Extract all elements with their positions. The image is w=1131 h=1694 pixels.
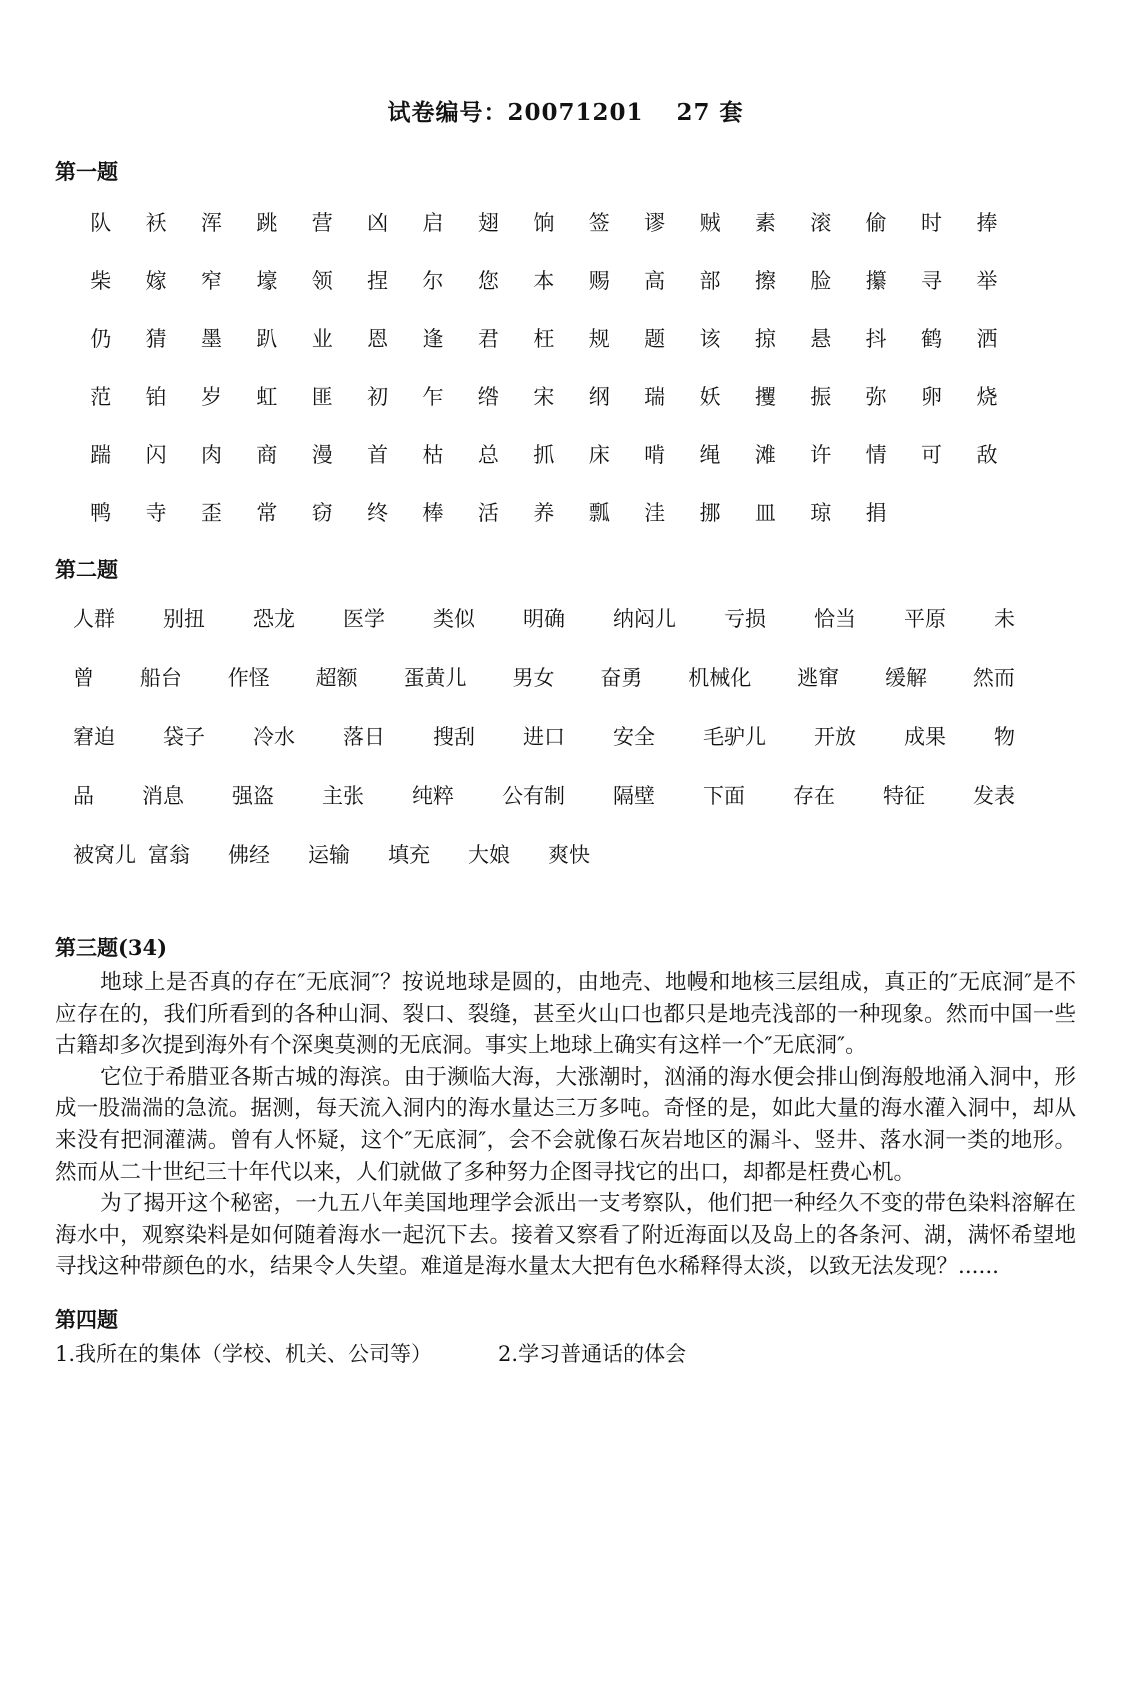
syllable-item: 窄: [200, 269, 222, 293]
syllable-item: 该: [699, 327, 721, 351]
section4-heading: 第四题: [55, 1306, 118, 1332]
syllable-item: 启: [422, 211, 444, 235]
syllable-item: 可: [921, 443, 943, 467]
syllable-item: 初: [367, 385, 389, 409]
section1-heading: 第一题: [55, 159, 118, 184]
word-row: [73, 841, 1015, 869]
reading-passage: [55, 967, 1076, 1283]
word-item: 男女: [512, 666, 555, 690]
syllable-item: 窃: [311, 501, 333, 525]
syllable-item: 寺: [145, 501, 167, 525]
section-reading-passage: [55, 935, 1076, 1283]
word-item: 医学: [343, 607, 385, 631]
word-item: 下面: [703, 784, 745, 808]
word-item: 未: [994, 607, 1015, 631]
section-talk-topics: [55, 1307, 1076, 1369]
syllable-item: 时: [921, 211, 943, 235]
word-item: 别扭: [163, 607, 205, 631]
syllable-item: 振: [810, 385, 832, 409]
syllable-item: 脸: [810, 269, 832, 293]
syllable-item: 君: [477, 327, 499, 351]
syllable-item: 终: [367, 501, 389, 525]
word-item: 开放: [814, 725, 856, 749]
syllable-item: 总: [477, 443, 499, 467]
syllable-item: 洼: [644, 501, 666, 525]
word-item: 物: [994, 725, 1015, 749]
syllable-item: 贼: [699, 211, 721, 235]
syllable-item: 袄: [145, 211, 167, 235]
syllable-item: 跳: [256, 211, 278, 235]
syllable-item: 敌: [976, 443, 998, 467]
word-item: 平原: [904, 607, 946, 631]
syllable-row: [73, 325, 1015, 353]
syllable-char-grid: [73, 209, 1015, 527]
syllable-row: [73, 499, 1015, 527]
word-item: 作怪: [227, 666, 270, 690]
syllable-item: 烧: [976, 385, 998, 409]
syllable-item: 趴: [256, 327, 278, 351]
syllable-item: 歪: [200, 501, 222, 525]
syllable-item: 虹: [256, 385, 278, 409]
syllable-item: 皿: [754, 501, 776, 525]
word-item: 发表: [973, 784, 1015, 808]
syllable-item: 举: [976, 269, 998, 293]
word-item: 逃窜: [797, 666, 840, 690]
syllable-item: 抖: [865, 327, 887, 351]
syllable-item: 弥: [865, 385, 887, 409]
word-item: 主张: [322, 784, 364, 808]
word-item: 毛驴儿: [703, 725, 766, 749]
word-item: 纳闷儿: [613, 607, 676, 631]
syllable-item: 闪: [145, 443, 167, 467]
syllable-item: 您: [477, 269, 499, 293]
topic-item-1: 1.我所在的集体（学校、机关、公司等）: [55, 1341, 433, 1366]
syllable-item: 仍: [90, 327, 112, 351]
syllable-row: [73, 383, 1015, 411]
syllable-item: 绺: [477, 385, 499, 409]
syllable-item: 恩: [367, 327, 389, 351]
syllable-item: 棒: [422, 501, 444, 525]
syllable-item: 队: [90, 211, 112, 235]
syllable-item: 乍: [422, 385, 444, 409]
syllable-item: 柴: [90, 269, 112, 293]
syllable-item: 铂: [145, 385, 167, 409]
syllable-item: 掠: [754, 327, 776, 351]
word-item: 机械化: [688, 666, 752, 690]
syllable-item: 寻: [921, 269, 943, 293]
word-item: 佛经: [228, 843, 270, 867]
word-item: 进口: [523, 725, 565, 749]
word-item: 亏损: [724, 607, 766, 631]
word-item: 恐龙: [253, 607, 295, 631]
syllable-item: 挪: [699, 501, 721, 525]
syllable-item: 范: [90, 385, 112, 409]
word-item: 窘迫: [73, 725, 115, 749]
passage-paragraph: 为了揭开这个秘密，一九五八年美国地理学会派出一支考察队，他们把一种经久不变的带色染料溶解在海水中，观察染料是如何随着海水一起沉下去。接着又察看了附近海面以及岛上的各条河、湖，满怀希望地寻找这种带颜色的水，结果令人失望。难道是海水量太大把有色水稀释得太淡，以致无法发现？......: [55, 1191, 1076, 1280]
word-item: 运输: [308, 843, 350, 867]
word-item: 类似: [433, 607, 475, 631]
syllable-item: 签: [588, 211, 610, 235]
word-item: 然而: [972, 666, 1015, 690]
syllable-item: 啃: [644, 443, 666, 467]
syllable-item: 瓢: [588, 501, 610, 525]
syllable-item: 擦: [754, 269, 776, 293]
word-item: 落日: [343, 725, 385, 749]
syllable-item: 捐: [865, 501, 887, 525]
syllable-item: 肉: [200, 443, 222, 467]
topic-list: [55, 1339, 1076, 1369]
syllable-item: 捧: [976, 211, 998, 235]
syllable-item: 鹤: [921, 327, 943, 351]
syllable-item: 高: [644, 269, 666, 293]
syllable-item: 领: [311, 269, 333, 293]
syllable-item: 常: [256, 501, 278, 525]
syllable-item: 卵: [921, 385, 943, 409]
syllable-item: 偷: [865, 211, 887, 235]
syllable-item: 本: [533, 269, 555, 293]
syllable-row: [73, 267, 1015, 295]
syllable-item: 匪: [311, 385, 333, 409]
syllable-item: 部: [699, 269, 721, 293]
word-item: 爽快: [548, 843, 590, 867]
word-item: 特征: [883, 784, 925, 808]
word-row: [73, 605, 1015, 633]
syllable-item: 鸭: [90, 501, 112, 525]
syllable-item: 枯: [422, 443, 444, 467]
syllable-item: 滚: [810, 211, 832, 235]
syllable-item: 抓: [533, 443, 555, 467]
syllable-item: 饷: [533, 211, 555, 235]
word-item: 缓解: [885, 666, 928, 690]
syllable-item: 规: [588, 327, 610, 351]
word-item: 存在: [793, 784, 835, 808]
section2-heading: 第二题: [55, 557, 118, 582]
syllable-item: 妖: [699, 385, 721, 409]
syllable-item: 许: [810, 443, 832, 467]
word-item: 纯粹: [412, 784, 454, 808]
syllable-item: 悬: [810, 327, 832, 351]
word-item: 填充: [388, 843, 430, 867]
word-item: 冷水: [253, 725, 295, 749]
exam-paper-page: [0, 94, 1131, 1369]
word-item: 明确: [523, 607, 565, 631]
syllable-item: 壕: [256, 269, 278, 293]
word-item: 被窝儿: [73, 843, 136, 867]
syllable-item: 猜: [145, 327, 167, 351]
syllable-item: 攫: [754, 385, 776, 409]
word-grid: [73, 605, 1015, 869]
syllable-item: 翅: [477, 211, 499, 235]
word-item: 公有制: [502, 784, 565, 808]
syllable-item: 嫁: [145, 269, 167, 293]
syllable-row: [73, 441, 1015, 469]
syllable-item: 逢: [422, 327, 444, 351]
word-item: 恰当: [814, 607, 856, 631]
syllable-item: 墨: [200, 327, 222, 351]
word-row: [73, 723, 1015, 751]
syllable-item: 瑞: [644, 385, 666, 409]
syllable-item: 素: [754, 211, 776, 235]
word-item: 曾: [73, 666, 94, 690]
syllable-item: 赐: [588, 269, 610, 293]
word-item: 袋子: [163, 725, 205, 749]
syllable-item: 题: [644, 327, 666, 351]
syllable-item: 岁: [200, 385, 222, 409]
word-item: 消息: [142, 784, 184, 808]
word-row: [73, 782, 1015, 810]
word-item: 人群: [73, 607, 115, 631]
syllable-item: 漫: [311, 443, 333, 467]
syllable-item: 绳: [699, 443, 721, 467]
section3-heading: 第三题(34): [55, 935, 168, 960]
word-item: 隔壁: [613, 784, 655, 808]
syllable-item: 活: [477, 501, 499, 525]
syllable-item: 枉: [533, 327, 555, 351]
word-item: 品: [73, 784, 94, 808]
topic-item-2: 2.学习普通话的体会: [498, 1341, 687, 1366]
word-item: 船台: [139, 666, 182, 690]
syllable-item: 纲: [588, 385, 610, 409]
syllable-item: 攥: [865, 269, 887, 293]
syllable-item: 谬: [644, 211, 666, 235]
word-row: [73, 664, 1015, 692]
word-item: 大娘: [468, 843, 510, 867]
syllable-item: 捏: [367, 269, 389, 293]
syllable-item: 踹: [90, 443, 112, 467]
syllable-item: 洒: [976, 327, 998, 351]
syllable-item: 浑: [200, 211, 222, 235]
syllable-item: 尔: [422, 269, 444, 293]
word-item: 超额: [315, 666, 358, 690]
word-item: 富翁: [148, 843, 190, 867]
syllable-item: 凶: [367, 211, 389, 235]
syllable-item: 滩: [754, 443, 776, 467]
syllable-item: 情: [865, 443, 887, 467]
syllable-item: 床: [588, 443, 610, 467]
word-item: 成果: [904, 725, 946, 749]
syllable-item: 营: [311, 211, 333, 235]
syllable-item: 养: [533, 501, 555, 525]
word-item: 强盗: [232, 784, 274, 808]
word-item: 安全: [613, 725, 655, 749]
syllable-item: 商: [256, 443, 278, 467]
section-words: [55, 557, 1076, 869]
syllable-item: 琼: [810, 501, 832, 525]
word-item: 搜刮: [433, 725, 475, 749]
syllable-item: 业: [311, 327, 333, 351]
syllable-item: 首: [367, 443, 389, 467]
passage-paragraph: 地球上是否真的存在″无底洞″？按说地球是圆的，由地壳、地幔和地核三层组成，真正的″无底洞″是不应存在的，我们所看到的各种山洞、裂口、裂缝，甚至火山口也都只是地壳浅部的一种现象。然而中国一些古籍却多次提到海外有个深奥莫测的无底洞。事实上地球上确实有这样一个″无底洞″。: [55, 970, 1076, 1059]
section-monosyllables: [55, 159, 1076, 527]
syllable-row: [73, 209, 1015, 237]
word-item: 奋勇: [600, 666, 643, 690]
word-item: 蛋黄儿: [403, 666, 467, 690]
exam-id-title: 试卷编号：20071201 27 套: [387, 99, 744, 126]
syllable-item: 宋: [533, 385, 555, 409]
passage-paragraph: 它位于希腊亚各斯古城的海滨。由于濒临大海，大涨潮时，汹涌的海水便会排山倒海般地涌入洞中，形成一股湍湍的急流。据测，每天流入洞内的海水量达三万多吨。奇怪的是，如此大量的海水灌入洞中，却从来没有把洞灌满。曾有人怀疑，这个″无底洞″，会不会就像石灰岩地区的漏斗、竖井、落水洞一类的地形。然而从二十世纪三十年代以来，人们就做了多种努力企图寻找它的出口，却都是枉费心机。: [55, 1064, 1076, 1185]
